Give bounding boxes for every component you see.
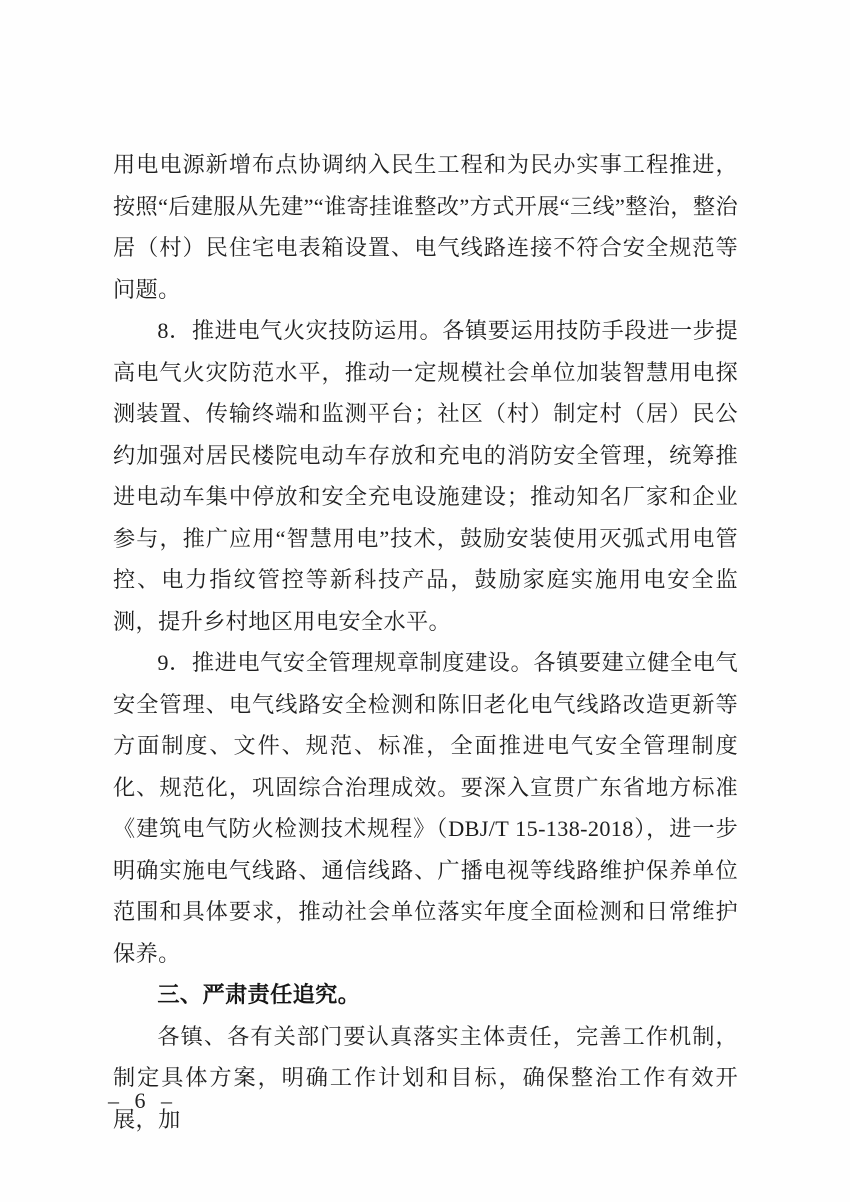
paragraph: 各镇、各有关部门要认真落实主体责任，完善工作机制，制定具体方案，明确工作计划和目标，确保整治工作有效开展，加 (113, 1023, 738, 1132)
paragraph: 用电电源新增布点协调纳入民生工程和为民办实事工程推进，按照“后建服从先建”“谁寄挂谁整改”方式开展“三线”整治，整治居（村）民住宅电表箱设置、电气线路连接不符合安全规范等问题。 (113, 152, 738, 302)
paragraph: 8．推进电气火灾技防运用。各镇要运用技防手段进一步提高电气火灾防范水平，推动一定规模社会单位加装智慧用电探测装置、传输终端和监测平台；社区（村）制定村（居）民公约加强对居民楼院电动车存放和充电的消防安全管理，统筹推进电动车集中停放和安全充电设施建设；推动知名厂家和企业参与，推广应用“智慧用电”技术，鼓励安装使用灭弧式用电管控、电力指纹管控等新科技产品，鼓励家庭实施用电安全监测，提升乡村地区用电安全水平。 (113, 318, 738, 634)
section-heading: 三、严肃责任追究。 (157, 982, 361, 1007)
page-number: – 6 – (108, 1088, 177, 1113)
paragraph: 9．推进电气安全管理规章制度建设。各镇要建立健全电气安全管理、电气线路安全检测和陈旧老化电气线路改造更新等方面制度、文件、规范、标准，全面推进电气安全管理制度化、规范化，巩固综合治理成效。要深入宣贯广东省地方标准《建筑电气防火检测技术规程》（DBJ/T 15-138-2018），进一步明确实施电气线路、通信线路、广播电视等线路维护保养单位范围和具体要求，推动社会单位落实年度全面检测和日常维护保养。 (113, 650, 738, 966)
document-body (113, 144, 738, 1140)
